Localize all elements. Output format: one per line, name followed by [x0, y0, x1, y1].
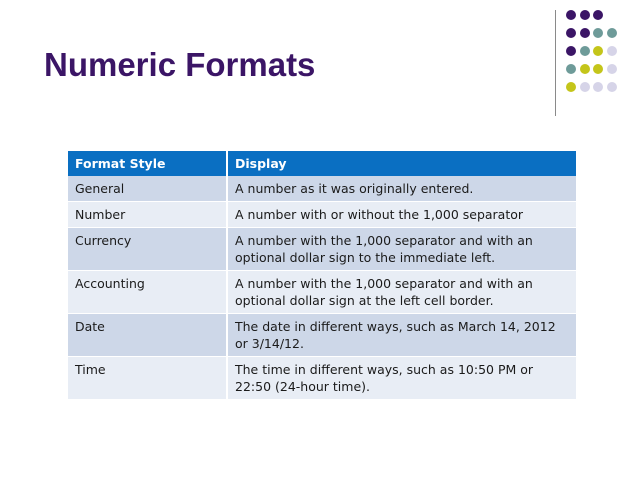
cell-display: The date in different ways, such as March 14, 2012 or 3/14/12.: [227, 314, 577, 357]
decorative-dot: [566, 10, 576, 20]
decorative-dot: [580, 46, 590, 56]
decorative-dot: [593, 82, 603, 92]
cell-format-style: Accounting: [68, 271, 227, 314]
cell-format-style: Time: [68, 357, 227, 400]
decorative-dot: [607, 82, 617, 92]
cell-display: A number with or without the 1,000 separator: [227, 202, 577, 228]
decorative-dot: [593, 64, 603, 74]
decorative-dot: [593, 10, 603, 20]
table-row: [68, 176, 577, 202]
cell-format-style: Currency: [68, 228, 227, 271]
decorative-dot: [580, 82, 590, 92]
decorative-dot: [580, 10, 590, 20]
decorative-divider-line: [555, 10, 556, 116]
cell-display: A number with the 1,000 separator and with an optional dollar sign at the left cell border.: [227, 271, 577, 314]
table-header-row: [68, 151, 577, 176]
header-format-style: Format Style: [68, 151, 227, 176]
decorative-dot: [607, 64, 617, 74]
slide-title: Numeric Formats: [44, 46, 316, 83]
decorative-dot: [607, 28, 617, 38]
decorative-dot-grid: [566, 10, 632, 102]
decorative-dot: [593, 28, 603, 38]
decorative-dot: [566, 64, 576, 74]
table-row: [68, 314, 577, 357]
decorative-dot: [566, 28, 576, 38]
cell-format-style: Number: [68, 202, 227, 228]
table-row: [68, 202, 577, 228]
cell-display: The time in different ways, such as 10:50 PM or 22:50 (24-hour time).: [227, 357, 577, 400]
decorative-dot: [566, 82, 576, 92]
table-row: [68, 357, 577, 400]
table-row: [68, 271, 577, 314]
cell-display: A number with the 1,000 separator and with an optional dollar sign to the immediate left.: [227, 228, 577, 271]
cell-format-style: General: [68, 176, 227, 202]
numeric-formats-table: [68, 151, 578, 400]
decorative-dot: [566, 46, 576, 56]
header-display: Display: [227, 151, 577, 176]
decorative-dot: [580, 64, 590, 74]
decorative-dot: [580, 28, 590, 38]
decorative-dot: [607, 46, 617, 56]
cell-display: A number as it was originally entered.: [227, 176, 577, 202]
table-row: [68, 228, 577, 271]
cell-format-style: Date: [68, 314, 227, 357]
decorative-dot: [593, 46, 603, 56]
